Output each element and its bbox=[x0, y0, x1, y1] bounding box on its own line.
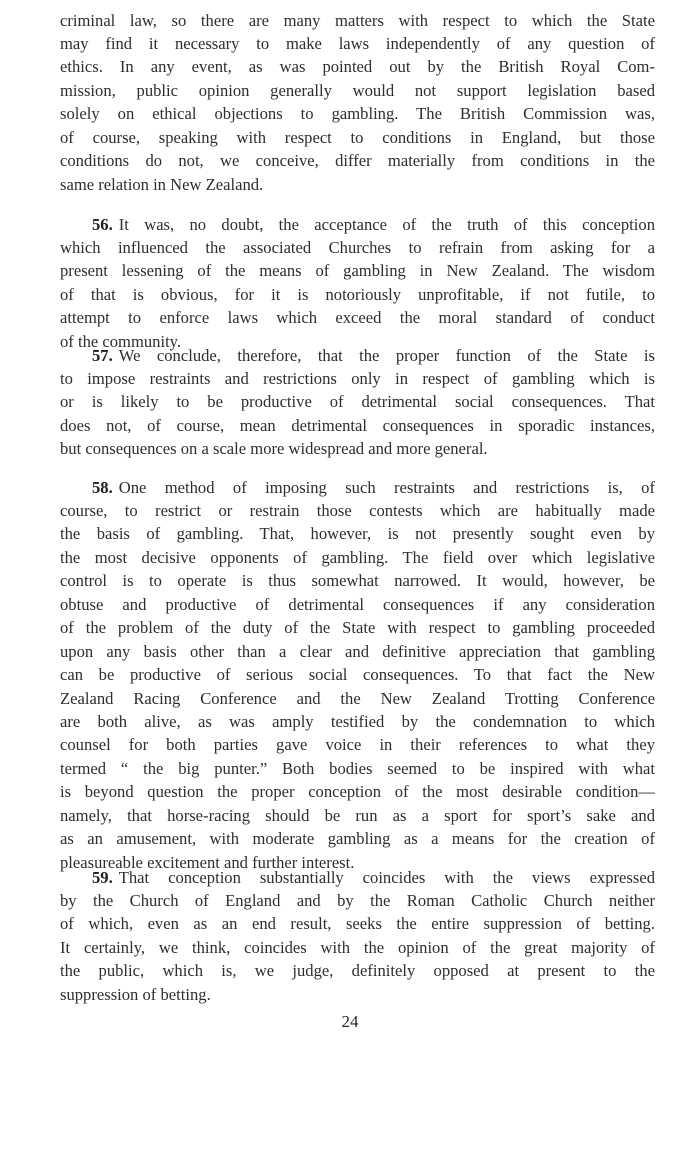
line-text: to impose restraints and restrictions only in respect of gambling which is bbox=[60, 368, 655, 388]
text-line bbox=[60, 79, 655, 102]
line-text: course, to restrict or restrain those contests which are habitually made bbox=[60, 500, 655, 520]
text-line bbox=[60, 687, 655, 710]
text-line bbox=[60, 499, 655, 522]
line-text: present lessening of the means of gambling in New Zealand. The wisdom bbox=[60, 261, 655, 281]
line-text: of that is obvious, for it is notoriously unprofitable, if not futile, to bbox=[60, 284, 655, 304]
text-line bbox=[60, 569, 655, 592]
text-line bbox=[60, 640, 655, 663]
line-text: counsel for both parties gave voice in their references to what they bbox=[60, 735, 655, 755]
line-text: criminal law, so there are many matters with respect to which the State bbox=[60, 10, 655, 30]
text-line bbox=[60, 780, 655, 803]
text-line bbox=[60, 259, 655, 282]
line-text: namely, that horse-racing should be run as a sport for sport’s sake and bbox=[60, 805, 655, 825]
line-text: may find it necessary to make laws independently of any question of bbox=[60, 33, 655, 53]
text-line bbox=[92, 213, 655, 236]
line-text: are both alive, as was amply testified by the condemnation to which bbox=[60, 712, 655, 731]
text-line bbox=[60, 827, 655, 850]
text-line bbox=[92, 344, 655, 367]
line-text: attempt to enforce laws which exceed the moral standard of conduct bbox=[60, 308, 655, 328]
line-text: of the problem of the duty of the State with respect to gambling proceeded bbox=[60, 618, 655, 638]
text-line bbox=[60, 390, 655, 413]
paragraph-number: 56. bbox=[92, 214, 113, 234]
text-line bbox=[92, 476, 655, 499]
line-text: same relation in New Zealand. bbox=[60, 174, 264, 194]
line-text: mission, public opinion generally would not support legislation based bbox=[60, 80, 655, 100]
text-line bbox=[60, 593, 655, 616]
line-text: by the Church of England and by the Roman Catholic Church neither bbox=[60, 890, 655, 910]
line-text: pleasureable excitement and further interest. bbox=[60, 852, 355, 872]
paragraph-number: 58. bbox=[92, 477, 113, 497]
text-line bbox=[60, 149, 655, 172]
line-text: solely on ethical objections to gambling. The British Commission was, bbox=[60, 104, 655, 124]
text-line bbox=[60, 236, 655, 259]
paragraph-number: 59. bbox=[92, 867, 113, 887]
text-line bbox=[92, 866, 655, 889]
line-text: the most decisive opponents of gambling. The field over which legislative bbox=[60, 547, 655, 567]
text-line bbox=[60, 32, 655, 55]
line-text: which influenced the associated Churches to refrain from asking for a bbox=[60, 237, 655, 257]
text-line bbox=[60, 936, 655, 959]
text-line bbox=[60, 710, 655, 733]
line-text: does not, of course, mean detrimental consequences in sporadic instances, bbox=[60, 415, 655, 435]
line-text: It was, no doubt, the acceptance of the truth of this conception bbox=[118, 214, 655, 234]
text-line bbox=[60, 804, 655, 827]
line-text: suppression of betting. bbox=[60, 984, 211, 1004]
page-number: 24 bbox=[341, 1012, 359, 1031]
line-text: control is to operate is thus somewhat narrowed. It would, however, be bbox=[60, 571, 655, 591]
text-line bbox=[60, 126, 655, 149]
text-line bbox=[60, 757, 655, 780]
text-line bbox=[60, 889, 655, 912]
line-text: Zealand Racing Conference and the New Zealand Trotting Conference bbox=[60, 688, 655, 708]
text-line bbox=[60, 663, 655, 686]
line-text: is beyond question the proper conception of the most desirable condition— bbox=[60, 782, 655, 802]
line-text: One method of imposing such restraints and restrictions is, of bbox=[118, 477, 655, 497]
line-text: the basis of gambling. That, however, is not presently sought even by bbox=[60, 524, 655, 544]
text-line bbox=[60, 522, 655, 545]
line-text: of the community. bbox=[60, 331, 182, 351]
text-line bbox=[60, 102, 655, 125]
line-text: That conception substantially coincides with the views expressed bbox=[118, 867, 655, 887]
line-text: can be productive of serious social consequences. To that fact the New bbox=[60, 665, 655, 685]
text-line bbox=[60, 983, 655, 1006]
line-text: as an amusement, with moderate gambling as a means for the creation of bbox=[60, 829, 655, 849]
text-line bbox=[60, 367, 655, 390]
text-line bbox=[60, 912, 655, 935]
line-text: the public, which is, we judge, definitely opposed at present to the bbox=[60, 961, 655, 981]
text-line bbox=[60, 546, 655, 569]
paragraph-number: 57. bbox=[92, 345, 113, 365]
line-text: conditions do not, we conceive, differ materially from conditions in the bbox=[60, 151, 655, 171]
text-line bbox=[60, 959, 655, 982]
line-text: upon any basis other than a clear and definitive appreciation that gambling bbox=[60, 641, 655, 661]
line-text: or is likely to be productive of detrimental social consequences. That bbox=[60, 392, 655, 412]
line-text: but consequences on a scale more widespread and more general. bbox=[60, 439, 488, 459]
text-line bbox=[60, 414, 655, 437]
line-text: We conclude, therefore, that the proper function of the State is bbox=[118, 345, 655, 365]
text-line bbox=[60, 55, 655, 78]
text-line bbox=[60, 437, 655, 460]
text-line bbox=[60, 173, 655, 196]
line-text: of course, speaking with respect to conditions in England, but those bbox=[60, 127, 655, 147]
line-text: obtuse and productive of detrimental consequences if any consideration bbox=[60, 594, 655, 614]
line-text: ethics. In any event, as was pointed out by the British Royal Com- bbox=[60, 57, 655, 77]
text-line bbox=[60, 283, 655, 306]
text-line bbox=[60, 9, 655, 32]
text-line bbox=[60, 616, 655, 639]
line-text: of which, even as an end result, seeks the entire suppression of betting. bbox=[60, 914, 655, 934]
line-text: termed “ the big punter.” Both bodies seemed to be inspired with what bbox=[60, 758, 655, 778]
text-line bbox=[60, 733, 655, 756]
text-line bbox=[60, 306, 655, 329]
line-text: It certainly, we think, coincides with the opinion of the great majority of bbox=[60, 937, 655, 957]
